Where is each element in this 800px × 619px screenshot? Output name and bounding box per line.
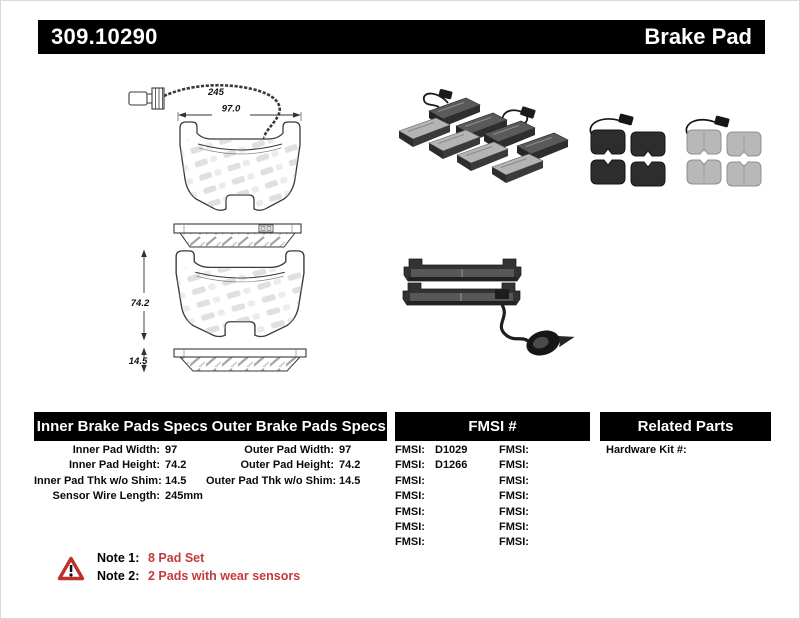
- wear-sensor-connector: [438, 89, 453, 100]
- spec-row: [206, 443, 360, 458]
- fmsi-row: [499, 443, 539, 458]
- spec-value: 74.2: [165, 459, 187, 472]
- fmsi-column-2: [499, 443, 539, 551]
- fmsi-label: FMSI:: [395, 490, 425, 503]
- fmsi-label: FMSI:: [395, 444, 425, 456]
- fmsi-row: [395, 489, 467, 504]
- fmsi-column-1: [395, 443, 467, 551]
- spec-label: Inner Pad Thk w/o Shim:: [34, 474, 162, 487]
- fmsi-label: FMSI:: [395, 459, 425, 472]
- note-label: Note 1:: [97, 551, 140, 565]
- sensor-mount: [495, 289, 509, 299]
- wear-sensor-connector: [523, 322, 577, 360]
- pad-front-view-1: [180, 122, 300, 213]
- photo-pads-with-sensor: [396, 233, 611, 363]
- dim-sensor-wire-length: 245: [208, 87, 224, 98]
- spec-label: Outer Pad Height:: [240, 459, 334, 472]
- fmsi-label: FMSI:: [499, 490, 529, 503]
- spec-label: Inner Pad Height:: [68, 459, 160, 472]
- dark-pad-pair: [591, 130, 665, 186]
- spec-value: 97: [165, 444, 178, 456]
- related-parts-title: Related Parts: [637, 418, 734, 435]
- spec-row: [206, 458, 360, 473]
- fmsi-label: FMSI:: [395, 474, 425, 487]
- outer-specs-title: Outer Brake Pads Specs: [211, 418, 386, 435]
- part-number: 309.10290: [51, 24, 158, 49]
- fmsi-row: [395, 535, 467, 550]
- edge-pad-1: [404, 259, 521, 281]
- title-bar: [38, 20, 765, 54]
- notes-section: [97, 550, 300, 585]
- dim-pad-height-line: [141, 250, 147, 341]
- fmsi-row: [499, 458, 539, 473]
- related-row: [606, 443, 692, 458]
- related-parts-header-bar: [600, 412, 771, 441]
- fmsi-row: [395, 458, 467, 473]
- spec-row: [34, 443, 203, 458]
- spec-value: 74.2: [339, 459, 361, 472]
- pad-bottom-edge-view: [174, 349, 306, 371]
- fmsi-row: [395, 520, 467, 535]
- note-line: [97, 550, 300, 568]
- wear-sensor-connector: [520, 106, 536, 119]
- dim-pad-height: 74.2: [130, 298, 150, 309]
- product-name: Brake Pad: [644, 24, 752, 49]
- fmsi-row: [499, 474, 539, 489]
- fmsi-label: FMSI:: [395, 505, 425, 518]
- spec-row: [34, 458, 203, 473]
- fmsi-header-bar: [395, 412, 590, 441]
- fmsi-row: [499, 505, 539, 520]
- wear-sensor-connector: [714, 115, 730, 127]
- spec-value: 97: [339, 444, 352, 456]
- pad-top-edge-view: [174, 224, 301, 247]
- dim-pad-width: 97.0: [221, 103, 241, 115]
- pad-front-view-2: [176, 251, 304, 339]
- spec-row: [34, 489, 203, 504]
- spec-label: Outer Pad Thk w/o Shim:: [206, 474, 337, 487]
- fmsi-label: FMSI:: [395, 536, 425, 549]
- spec-value: 245mm: [165, 490, 203, 503]
- warning-triangle-icon: [57, 556, 85, 582]
- fmsi-title: FMSI #: [468, 418, 517, 435]
- note-text: 2 Pads with wear sensors: [148, 568, 301, 583]
- fmsi-label: FMSI:: [499, 505, 529, 518]
- note-label: Note 2:: [97, 568, 140, 583]
- light-pad-pair: [687, 130, 761, 186]
- related-label: Hardware Kit #:: [606, 444, 687, 456]
- fmsi-label: FMSI:: [395, 521, 425, 534]
- wear-sensor-connector: [618, 113, 634, 125]
- photo-pad-set: [394, 87, 594, 207]
- spec-value: 14.5: [165, 474, 187, 487]
- inner-specs-table: [34, 443, 203, 505]
- technical-drawing: [126, 79, 376, 381]
- fmsi-label: FMSI:: [499, 474, 529, 487]
- spec-row: [206, 474, 360, 489]
- inner-specs-title: Inner Brake Pads Specs: [36, 418, 208, 435]
- fmsi-value: D1266: [435, 459, 468, 472]
- fmsi-row: [499, 535, 539, 550]
- fmsi-row: [499, 520, 539, 535]
- fmsi-label: FMSI:: [499, 521, 529, 534]
- specs-header-bar: [34, 412, 387, 441]
- fmsi-label: FMSI:: [499, 459, 529, 472]
- fmsi-label: FMSI:: [499, 444, 529, 456]
- fmsi-row: [499, 489, 539, 504]
- spec-label: Inner Pad Width:: [72, 444, 160, 456]
- fmsi-row: [395, 474, 467, 489]
- note-line: [97, 568, 300, 586]
- spec-label: Sensor Wire Length:: [52, 490, 160, 503]
- wear-sensor-wire: [501, 305, 528, 341]
- related-parts-table: [606, 443, 692, 458]
- photo-pad-pairs: [579, 101, 779, 196]
- spec-row: [34, 474, 203, 489]
- fmsi-row: [395, 505, 467, 520]
- fmsi-row: [395, 443, 467, 458]
- spec-label: Outer Pad Width:: [244, 444, 334, 456]
- note-text: 8 Pad Set: [148, 551, 205, 565]
- fmsi-label: FMSI:: [499, 536, 529, 549]
- fmsi-value: D1029: [435, 444, 468, 456]
- outer-specs-table: [206, 443, 360, 489]
- spec-value: 14.5: [339, 474, 361, 487]
- dim-pad-thickness: 14.5: [128, 356, 148, 367]
